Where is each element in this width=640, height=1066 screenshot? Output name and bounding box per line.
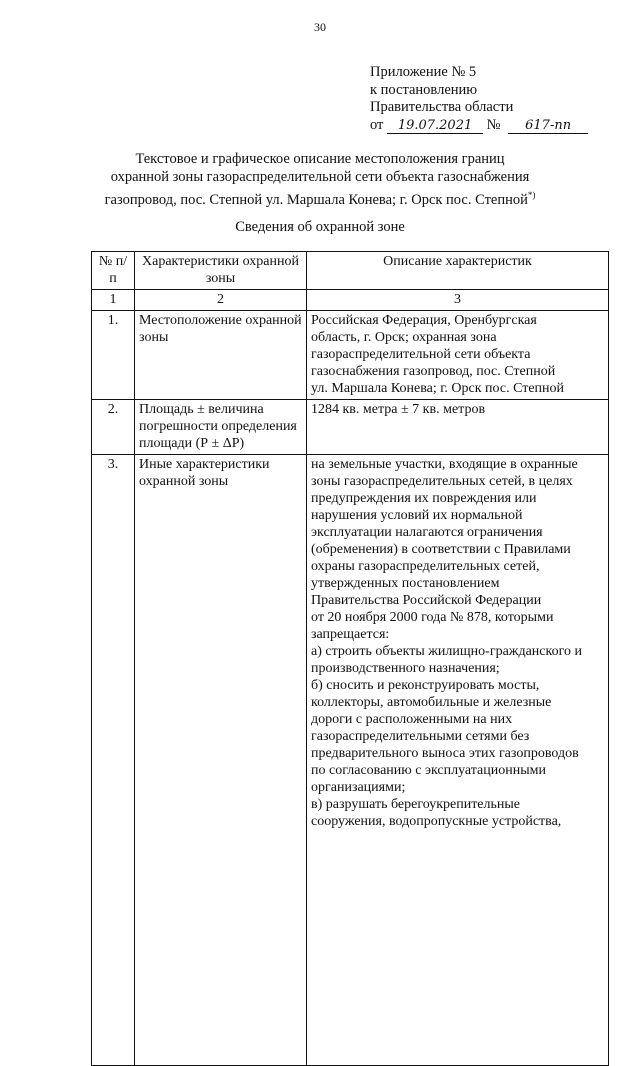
row-characteristic: Местоположение охранной зоны <box>135 311 307 400</box>
description-line: (обременения) в соответствии с Правилами <box>311 542 571 557</box>
row-characteristic: Площадь ± величина погрешности определения площади (Р ± ΔР) <box>135 400 307 455</box>
description-line: дороги с расположенными на них <box>311 712 513 727</box>
description-line: коллекторы, автомобильные и железные <box>311 695 552 710</box>
row-description <box>307 311 609 400</box>
title-line-1: Текстовое и графическое описание местоположения границ <box>135 151 505 167</box>
title-line-2: охранной зоны газораспределительной сети объекта газоснабжения <box>110 169 530 185</box>
description-line: эксплуатации налагаются ограничения <box>311 525 543 540</box>
date-prefix: от <box>370 116 384 133</box>
index-cell: 3 <box>307 290 609 311</box>
description-line: Правительства Российской Федерации <box>311 593 542 608</box>
description-line: в) разрушать берегоукрепительные <box>311 797 521 812</box>
row-number: 1. <box>92 311 135 400</box>
title-line-3-text: газопровод, пос. Степной ул. Маршала Конева; г. Орск пос. Степной <box>104 191 528 208</box>
handwritten-date: 19.07.2021 <box>387 119 483 134</box>
footnote-mark: *) <box>527 190 536 200</box>
row-characteristic: Иные характеристики охранной зоны <box>135 455 307 1066</box>
description-line: по согласованию с эксплуатационными <box>311 763 546 778</box>
description-line: Российская Федерация, Оренбургская <box>311 313 537 328</box>
index-cell: 2 <box>135 290 307 311</box>
description-line: сооружения, водопропускные устройства, <box>311 814 562 829</box>
title-line-3 <box>90 186 550 209</box>
description-line: газораспределительными сетями без <box>311 729 530 744</box>
header-characteristic: Характеристики охранной зоны <box>135 252 307 290</box>
description-line: предварительного выноса этих газопроводов <box>311 746 579 761</box>
description-line: область, г. Орск; охранная зона <box>311 330 497 345</box>
index-cell: 1 <box>92 290 135 311</box>
description-line: утвержденных постановлением <box>311 576 500 591</box>
description-text <box>311 456 604 1063</box>
header-num: № п/п <box>92 252 135 290</box>
appendix-line-2: к постановлению <box>370 81 478 98</box>
document-title <box>90 150 550 209</box>
appendix-line-1: Приложение № 5 <box>370 64 477 80</box>
description-line: запрещается: <box>311 627 390 642</box>
row-description <box>307 400 609 455</box>
description-line: организациями; <box>311 780 406 795</box>
description-line: нарушения условий их нормальной <box>311 508 523 523</box>
table-header-row <box>92 252 609 290</box>
handwritten-number: 617-пп <box>508 119 588 134</box>
description-line: зоны газораспределительных сетей, в целях <box>311 474 573 489</box>
row-number: 3. <box>92 455 135 1066</box>
description-line: охраны газораспределительных сетей, <box>311 559 540 574</box>
page-number: 30 <box>314 20 326 34</box>
description-line: а) строить объекты жилищно-гражданского и <box>311 644 582 659</box>
description-line: 1284 кв. метра ± 7 кв. метров <box>311 402 486 417</box>
number-prefix: № <box>486 116 501 133</box>
description-line: на земельные участки, входящие в охранные <box>311 457 578 472</box>
table-row <box>92 455 609 1066</box>
section-subtitle: Сведения об охранной зоне <box>235 219 405 235</box>
description-line: газоснабжения газопровод, пос. Степной <box>311 364 556 379</box>
row-description <box>307 455 609 1066</box>
description-line: производственного назначения; <box>311 661 500 676</box>
table-index-row <box>92 290 609 311</box>
appendix-block <box>370 64 588 134</box>
table-row <box>92 311 609 400</box>
appendix-line-3: Правительства области <box>370 99 514 115</box>
description-line: газораспределительной сети объекта <box>311 347 531 362</box>
description-line: предупреждения их повреждения или <box>311 491 537 506</box>
description-line: ул. Маршала Конева; г. Орск пос. Степной <box>311 381 565 396</box>
appendix-date-line <box>370 117 588 135</box>
protection-zone-table <box>91 251 609 1066</box>
description-line: от 20 ноября 2000 года № 878, которыми <box>311 610 554 625</box>
description-line: б) сносить и реконструировать мосты, <box>311 678 540 693</box>
header-description: Описание характеристик <box>307 252 609 290</box>
table-row <box>92 400 609 455</box>
row-number: 2. <box>92 400 135 455</box>
